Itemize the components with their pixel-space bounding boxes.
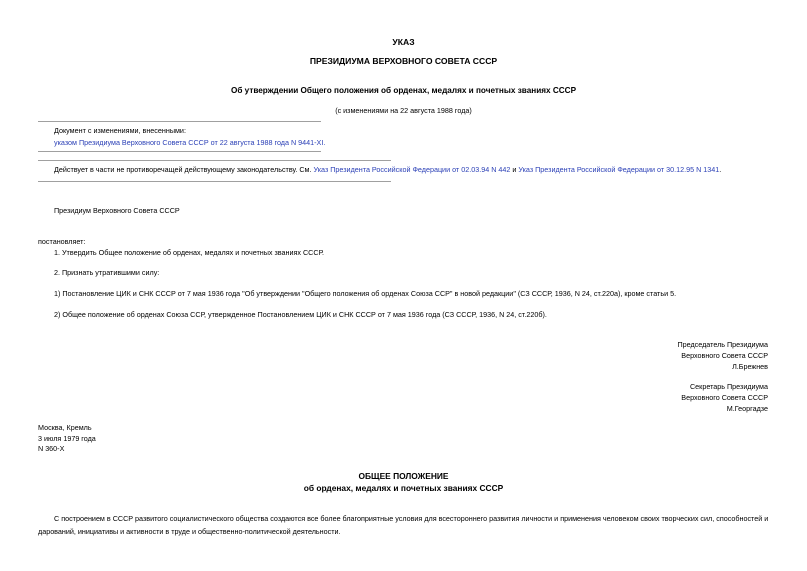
chair-title-line1: Председатель Президиума	[677, 340, 768, 349]
regulation-title: ОБЩЕЕ ПОЛОЖЕНИЕ	[358, 471, 449, 481]
decree-link-1995[interactable]: Указ Президента Российской Федерации от 30.12.95 N 1341	[518, 165, 720, 174]
clause-2-2: 2) Общее положение об орденах Союза ССР, утвержденное Постановлением ЦИК и СНК СССР от 7 мая 1936 года (СЗ СССР, 1936, N 24, ст.220б).	[54, 310, 547, 319]
clause-1: 1. Утвердить Общее положение об орденах, медалях и почетных званиях СССР.	[54, 248, 324, 257]
secretary-name: М.Георгадзе	[726, 404, 768, 413]
divider-line	[38, 160, 391, 161]
presidium-text: Президиум Верховного Совета СССР	[54, 206, 180, 215]
document-title: Об утверждении Общего положения об орденах, медалях и почетных званиях СССР	[230, 86, 577, 95]
clause-2-1: 1) Постановление ЦИК и СНК СССР от 7 мая 1936 года "Об утверждении "Общего положения об орденах Союза ССР" в новой редакции" (СЗ СССР, 1936, N 24, ст.220а), кроме статьи 5.	[54, 289, 677, 298]
clause-2: 2. Признать утратившими силу:	[54, 268, 160, 277]
divider-line	[38, 121, 321, 122]
decree-number: N 360-X	[38, 444, 65, 453]
chair-title-line2: Верховного Совета СССР	[681, 351, 768, 360]
resolves-text: постановляет:	[38, 237, 86, 246]
place-text: Москва, Кремль	[38, 423, 92, 432]
validity-suffix: .	[719, 165, 722, 174]
regulation-subtitle: об орденах, медалях и почетных званиях СССР	[303, 483, 504, 493]
regulation-intro-paragraph: С построением в СССР развитого социалистического общества создаются все более благоприятные условия для всестороннего развития личности и применения человеком своих творческих сил, способностей и дарований, инициативы и активности в труде и общественно-политической деятельности.	[38, 514, 769, 536]
doc-type-heading: УКАЗ	[392, 37, 415, 47]
divider-line	[38, 181, 391, 182]
issuer-heading: ПРЕЗИДИУМА ВЕРХОВНОГО СОВЕТА СССР	[309, 56, 498, 66]
validity-note	[54, 165, 721, 174]
amendments-note: (с изменениями на 22 августа 1988 года)	[335, 106, 472, 115]
validity-conjunction: и	[512, 165, 517, 174]
chair-name: Л.Брежнев	[732, 362, 768, 371]
divider-line	[38, 151, 321, 152]
decree-link-1994[interactable]: Указ Президента Российской Федерации от 02.03.94 N 442	[313, 165, 511, 174]
secretary-title-line2: Верховного Совета СССР	[681, 393, 768, 402]
validity-prefix: Действует в части не противоречащей действующему законодательству. См.	[54, 165, 312, 174]
amendment-label: Документ с изменениями, внесенными:	[54, 126, 186, 135]
amendment-link[interactable]: указом Президиума Верховного Совета СССР от 22 августа 1988 года N 9441-XI.	[54, 138, 326, 147]
secretary-title-line1: Секретарь Президиума	[689, 382, 768, 391]
date-text: 3 июля 1979 года	[38, 434, 96, 443]
